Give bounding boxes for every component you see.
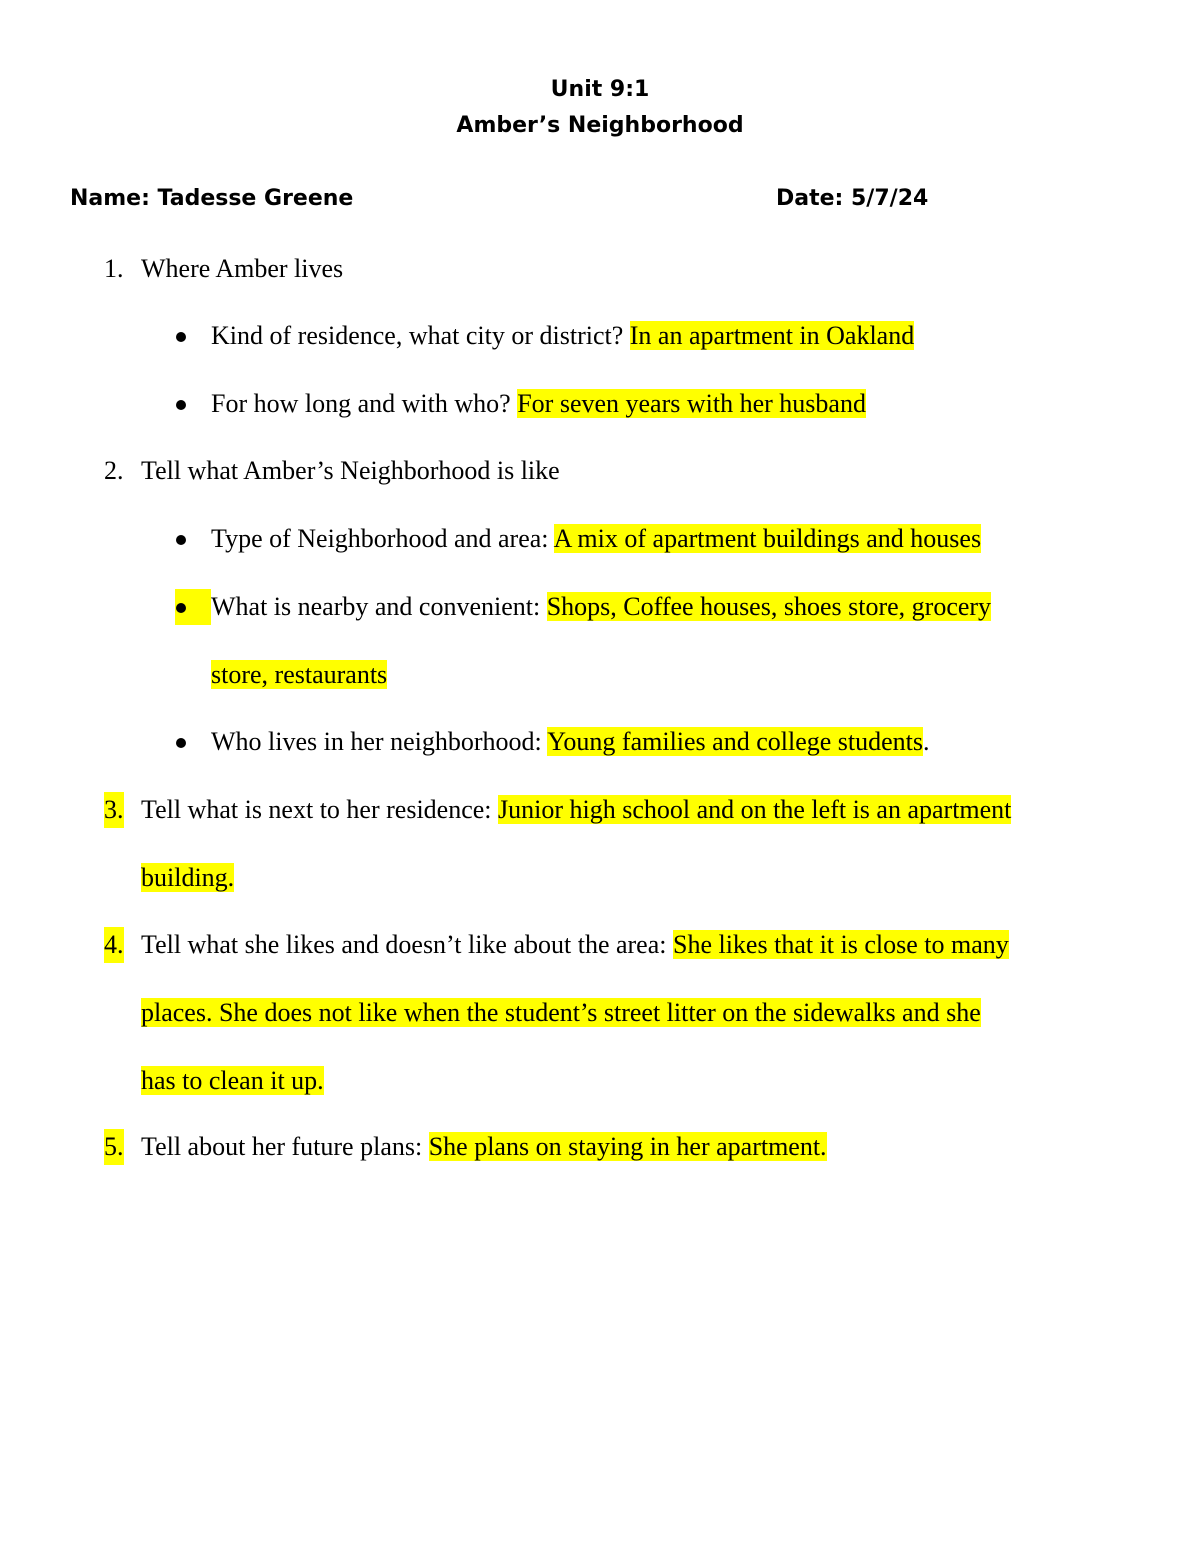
question-4-cont-1	[141, 995, 981, 1031]
question-3-answer: Junior high school and on the left is an apartment	[498, 795, 1012, 824]
q1-item-1-answer: In an apartment in Oakland	[629, 321, 915, 350]
question-5-prompt: Tell about her future plans:	[141, 1132, 429, 1161]
question-3	[141, 792, 1011, 828]
q1-item-2-answer: For seven years with her husband	[517, 389, 866, 418]
question-1-text: Where Amber lives	[141, 254, 344, 283]
question-4-cont-2	[141, 1063, 324, 1099]
q1-item-1-prompt: Kind of residence, what city or district?	[211, 321, 630, 350]
q2-item-2-cont	[211, 657, 387, 693]
q2-item-3-answer: Young families and college students	[547, 727, 924, 756]
q2-item-2-prompt: What is nearby and convenient:	[211, 592, 547, 621]
question-5-number: 5.	[104, 1129, 124, 1165]
question-5	[141, 1129, 827, 1165]
bullet-icon	[176, 400, 186, 410]
q2-item-3-suffix: .	[923, 727, 930, 756]
question-3-prompt: Tell what is next to her residence:	[141, 795, 499, 824]
question-4-answer: She likes that it is close to many	[672, 930, 1009, 959]
bullet-icon	[176, 332, 186, 342]
q2-item-2-answer-cont: store, restaurants	[211, 660, 388, 689]
q2-item-3-prompt: Who lives in her neighborhood:	[211, 727, 548, 756]
question-4	[141, 927, 1009, 963]
question-3-cont	[141, 860, 234, 896]
page-title: Amber’s Neighborhood	[456, 113, 744, 138]
unit-heading: Unit 9:1	[550, 77, 650, 102]
q2-item-2-answer: Shops, Coffee houses, shoes store, grocery	[546, 592, 992, 621]
date-field: Date: 5/7/24	[776, 186, 929, 211]
q2-item-1-answer: A mix of apartment buildings and houses	[553, 524, 982, 553]
q1-item-2	[211, 386, 866, 422]
question-2-text: Tell what Amber’s Neighborhood is like	[141, 456, 560, 485]
question-4-prompt: Tell what she likes and doesn’t like about the area:	[141, 930, 673, 959]
question-3-answer-cont: building.	[141, 863, 235, 892]
student-name: Name: Tadesse Greene	[70, 186, 354, 211]
q2-item-1	[211, 521, 981, 557]
question-4-number: 4.	[104, 927, 124, 963]
question-3-number: 3.	[104, 792, 124, 828]
bullet-icon	[176, 738, 186, 748]
bullet-icon	[176, 535, 186, 545]
question-1-number: 1.	[104, 254, 124, 283]
q1-item-1	[211, 318, 914, 354]
question-4-answer-cont-2: has to clean it up.	[141, 1066, 324, 1095]
q2-item-2	[211, 589, 991, 625]
bullet-icon	[176, 603, 186, 613]
question-2-number: 2.	[104, 456, 124, 485]
q2-item-1-prompt: Type of Neighborhood and area:	[211, 524, 554, 553]
question-4-answer-cont-1: places. She does not like when the student’s street litter on the sidewalks and she	[141, 998, 981, 1027]
q1-item-2-prompt: For how long and with who?	[211, 389, 518, 418]
question-5-answer: She plans on staying in her apartment.	[428, 1132, 827, 1161]
q2-item-3	[211, 724, 930, 760]
